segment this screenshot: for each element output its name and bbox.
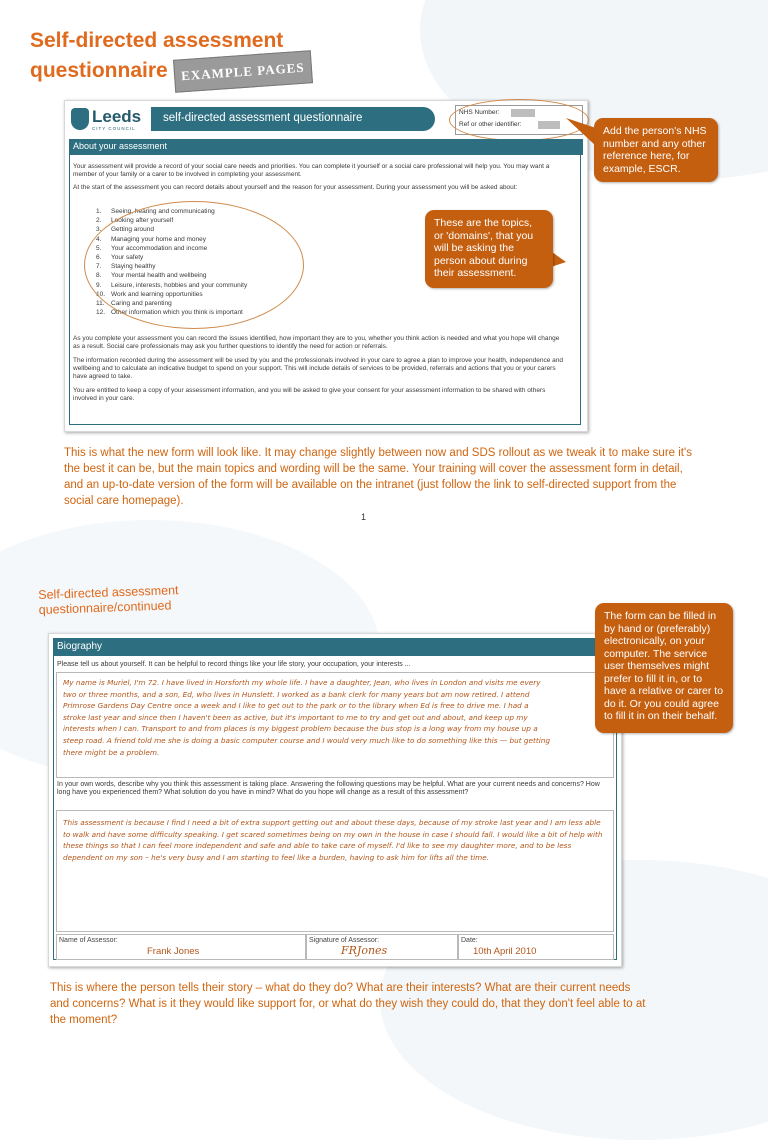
date-label: Date: [461,937,478,944]
about-section-title: About your assessment [73,141,168,151]
leeds-logo-text: Leeds [92,107,142,126]
callout-nhs [594,118,718,182]
topic-item: 8. Your mental health and wellbeing [96,272,207,280]
about-para-4: The information recorded during the assessment will be used by you and the professionals involved in your care to agree a plan to improve your health, independence and wellbeing and to calculate an indicative budget to spend on your support. This will include details of services to be provided, referrals and actions that you or your carers have agreed to take. [73,357,563,380]
topic-item: 2. Looking after yourself [96,217,174,225]
callout-topics [425,210,553,288]
about-yourself-answer: My name is Muriel, I'm 72. I have lived in Horsforth my whole life. I have a daughter, Jean, who lives in London and visits me every two or three months, and a son, Ed, who lives in Hunslett. I worked as a bank clerk for many years but am now retired. I attend Primrose Gardens Day Centre once a week and I like to get out to the park or to the library when Ed is free to drive me. I had a stroke last year and since then I haven't been as active, but it's important to me to try and get out and about, and keep up my interests when I can. Transport to and from places is my biggest problem because the bus stop is a long way from my house up a steep road. A friend told me she is doing a basic computer course and I would very much like to do something like this — but getting there might be a problem. [63,678,551,757]
page1-title-line2: questionnaire [30,59,168,83]
assessment-form-page2 [48,633,622,967]
topic-item: 6. Your safety [96,253,144,261]
assessor-signature-field[interactable] [306,934,458,960]
assessor-signature: FRJones [341,944,388,957]
topics-highlight-ellipse [84,201,304,329]
topic-item: 12. Other information which you think is important [96,309,243,317]
assessor-row [56,934,612,958]
callout-form-filling-text: The form can be filled in by hand or (preferably) electronically, on your computer. The service user themselves might prefer to fill it in, or to have a relative or carer to do it. Or you could agree to fill it in on their behalf. [604,610,724,722]
page1-title-line1: Self-directed assessment [30,29,284,52]
crest-icon [71,108,89,130]
page1-caption: This is what the new form will look like. It may change slightly between now and SDS rollout as we tweak it to make sure it's the best it can be, but the main topics and wording will be the same. Your training will cover the assessment form in detail, and an up-to-date version of the form will be available on the intranet (just follow the link to self-directed support from the social care homepage). [64,447,692,507]
leeds-logo [71,107,155,133]
leeds-logo-sub: CITY COUNCIL [92,126,136,131]
date-field[interactable] [458,934,614,960]
form-header-bar [151,107,435,131]
topic-item: 1. Seeing, hearing and communicating [96,208,215,215]
about-para-1: Your assessment will provide a record of your social care needs and priorities. You can complete it yourself or a social care professional will help you. You may want a member of your family or a carer to be involved in completing your assessment. [73,163,550,178]
callout-nhs-text: Add the person's NHS number and any other reference here, for example, ESCR. [603,125,707,175]
prompt-why-assessment: In your own words, describe why you think this assessment is taking place. Answering the following questions may be helpful. What are your current needs and concerns? How long have you experienced them? What solution do you have in mind? What do you hope will change as a result of this assessment? [57,781,600,796]
about-para-3: As you complete your assessment you can record the issues identified, how important they are to you, whether you think action is needed and what you hope will change as a result. Social care professionals may ask you further questions to identify the need for action or referrals. [73,335,560,350]
highlight-ellipse [449,99,589,141]
topic-item: 11. Caring and parenting [96,299,172,307]
nhs-number-label: NHS Number: [459,109,500,116]
assessor-name-value: Frank Jones [147,946,200,957]
topic-item: 10. Work and learning opportunities [96,290,203,298]
about-para-2: At the start of the assessment you can record details about yourself and the reason for your assessment. During your assessment you will be asked about: [73,184,518,191]
topic-item: 7. Staying healthy [96,263,156,271]
page2-title-line1: Self-directed assessment [38,583,179,602]
date-value: 10th April 2010 [473,946,537,957]
biography-body [53,656,617,960]
biography-section-title: Biography [57,641,103,652]
page2-caption: This is where the person tells their story – what do they do? What are their interests? What are their current needs and concerns? What is it they would like support for, or what do they wish they could do, that they don't feel able to at the moment? [50,982,646,1024]
prompt-about-yourself: Please tell us about yourself. It can be helpful to record things like your life story, your occupation, your interests ... [57,661,411,668]
about-yourself-answer-field[interactable] [56,672,614,778]
example-pages-stamp: EXAMPLE PAGES [173,50,313,93]
assessor-name-field[interactable] [56,934,306,960]
why-assessment-answer: This assessment is because I find I need a bit of extra support getting out and about these days, because of my stroke last year and I am less able to walk and have some difficulty speaking. I get scared sometimes being on my own in the house in case I should fall. I would like a bit of help with these things so that I can feel more independent and safe and able to take care of myself. I'd like to see my daughter more, and to be less dependent on my son – he's very busy and I am starting to feel like a burden, having to ask him for lifts all the time. [63,818,603,862]
topic-item: 3. Getting around [96,226,155,234]
assessor-name-label: Name of Assessor: [59,937,118,944]
page2-title-line2: questionnaire/continued [38,598,172,617]
topic-item: 5. Your accommodation and income [96,244,208,252]
callout-topics-text: These are the topics, or 'domains', that you will be asking the person about during their assessment. [434,217,534,279]
ref-identifier-label: Ref or other identifier: [459,121,522,128]
biography-section-bar [53,638,617,656]
about-section-body [69,155,581,425]
assessor-signature-label: Signature of Assessor: [309,937,380,944]
page-number: 1 [361,512,367,522]
about-para-5: You are entitled to keep a copy of your assessment information, and you will be asked to give your consent for your assessment information to be shared with others involved in your care. [73,387,546,402]
form-header [65,105,585,135]
page2-title [38,583,179,618]
page1-title [30,26,311,88]
why-assessment-answer-field[interactable] [56,810,614,932]
callout-form-filling [595,603,733,733]
topic-item: 9. Leisure, interests, hobbies and your community [96,281,248,289]
form-header-title: self-directed assessment questionnaire [163,112,363,124]
topic-item: 4. Managing your home and money [96,235,207,243]
about-section-bar [69,139,583,155]
